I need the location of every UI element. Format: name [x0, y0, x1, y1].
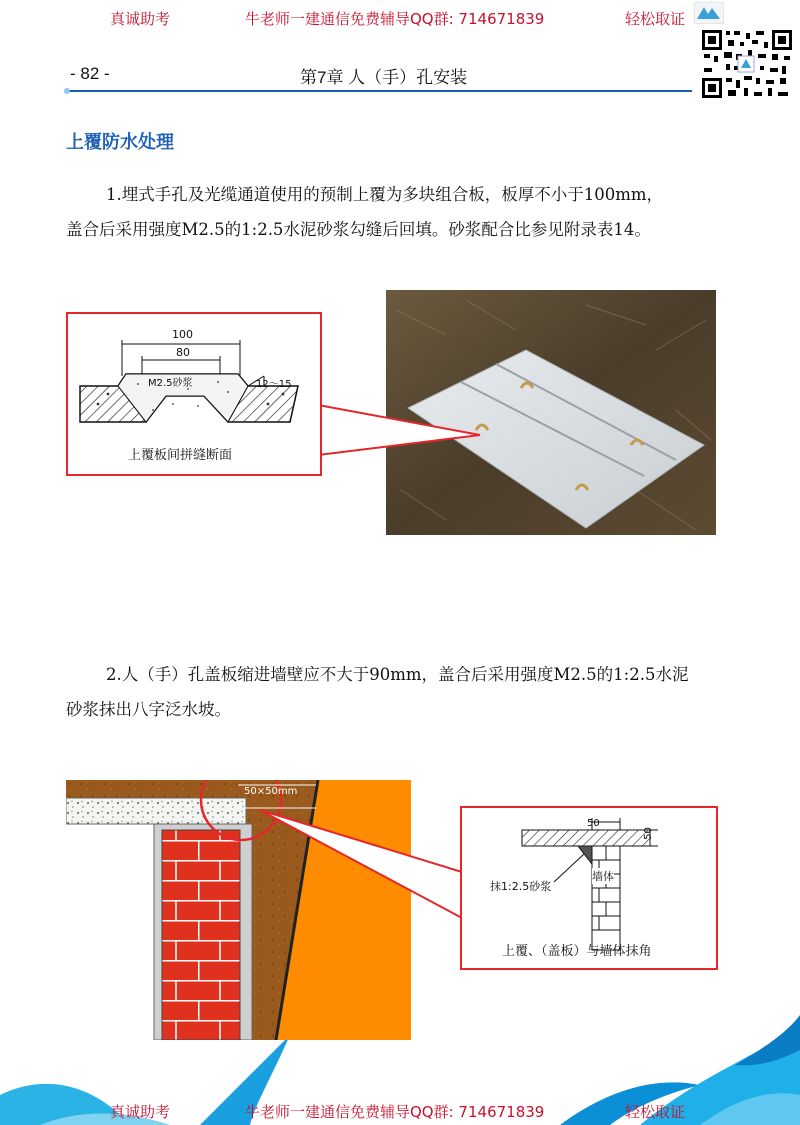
header-divider-dot — [64, 88, 70, 94]
wall-label: 墙体 — [592, 870, 614, 883]
paragraph-2-line-2: 砂浆抹出八字泛水坡。 — [66, 700, 231, 719]
header-divider — [66, 90, 692, 92]
top-banner-qq: 牛老师一建通信免费辅导QQ群: 714671839 — [245, 10, 545, 28]
chapter-title: 第7章 人（手）孔安装 — [300, 68, 468, 87]
paragraph-2 — [66, 657, 746, 727]
mortar-label: M2.5砂浆 — [148, 378, 193, 389]
bottom-banner-right: 轻松取证 — [625, 1103, 686, 1121]
paragraph-2-line-1: 2.人（手）孔盖板缩进墙壁应不大于90mm，盖合后采用强度M2.5的1:2.5水泥 — [106, 665, 689, 684]
top-banner-right: 轻松取证 — [625, 10, 686, 28]
callout-connector-1 — [318, 395, 488, 485]
logo-icon — [694, 2, 724, 24]
page-number: - 82 - — [70, 64, 110, 83]
mortar-fillet-label: 抹1:2.5砂浆 — [490, 880, 552, 893]
size-label: 50×50mm — [244, 786, 298, 797]
paragraph-1-line-1: 1.埋式手孔及光缆通道使用的预制上覆为多块组合板，板厚不小于100mm， — [106, 185, 664, 204]
top-banner-left: 真诚助考 — [110, 10, 171, 28]
figure-1-caption: 上覆板间拼缝断面 — [128, 448, 233, 463]
dim-side-label: 12～15 — [256, 379, 292, 390]
bottom-banner-qq: 牛老师一建通信免费辅导QQ群: 714671839 — [245, 1103, 545, 1121]
corner-detail-callout — [460, 806, 718, 970]
bottom-banner-left: 真诚助考 — [110, 1103, 171, 1121]
section-title: 上覆防水处理 — [66, 132, 174, 153]
paragraph-1 — [66, 177, 746, 247]
joint-section-callout — [66, 312, 322, 476]
figure-2-caption: 上覆、（盖板）与墙体抹角 — [502, 944, 652, 959]
dim-80-label: 80 — [176, 346, 190, 359]
paragraph-1-line-2: 盖合后采用强度M2.5的1:2.5水泥砂浆勾缝后回填。砂浆配合比参见附录表14。 — [66, 220, 651, 239]
qr-code-icon — [700, 28, 794, 100]
dim-50-top-label: 50 — [587, 818, 600, 829]
dim-100-label: 100 — [172, 328, 193, 341]
dim-50-side-label: 50 — [642, 827, 654, 840]
callout-connector-2 — [240, 800, 470, 940]
